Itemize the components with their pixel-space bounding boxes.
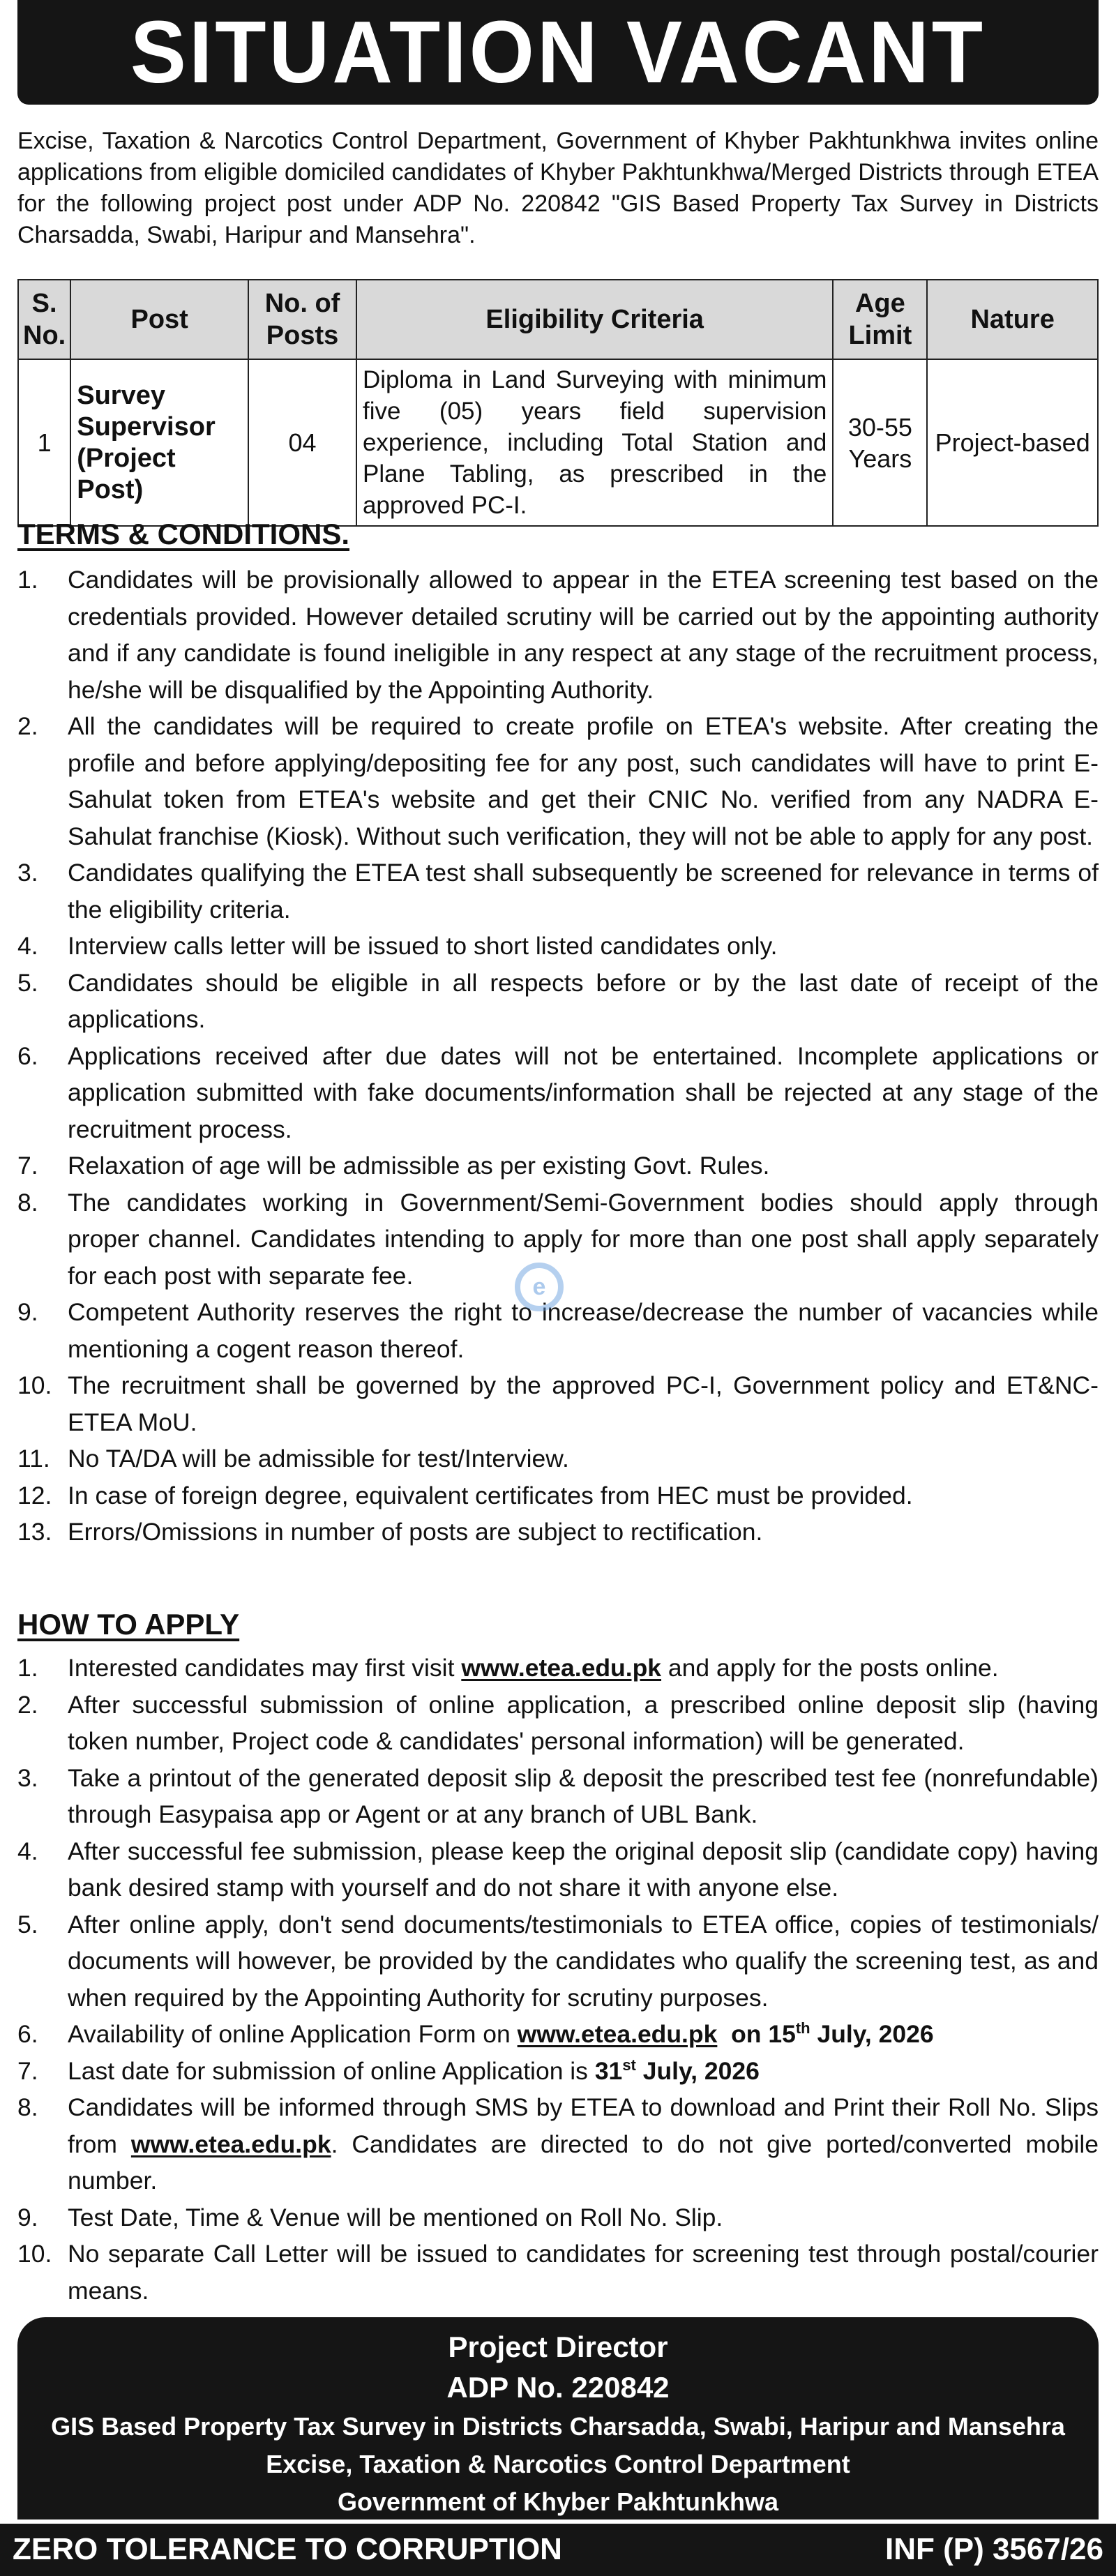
footer-slogan: ZERO TOLERANCE TO CORRUPTION: [13, 2532, 562, 2566]
header-no-of-posts: No. of Posts: [248, 280, 356, 359]
cell-age-limit: 30-55 Years: [833, 359, 927, 526]
terms-heading: TERMS & CONDITIONS.: [17, 518, 350, 550]
list-item: 8. Candidates will be informed through SMS by ETEA to download and Print their Roll No. Slips from www.etea.edu.pk. Candidates are directed to do not give ported/converted mobile number.: [17, 2093, 1099, 2194]
project-name: GIS Based Property Tax Survey in Districts Charsadda, Swabi, Haripur and Mansehra: [51, 2412, 1065, 2441]
list-item: 1. Candidates will be provisionally allowed to appear in the ETEA screening test based on the credentials provided. However detailed scrutiny will be carried out by the appointing authority and if any candidate is found ineligible in any respect at any stage of the recruitment process, he/she will be disqualified by the Appointing Authority.: [17, 566, 1099, 704]
list-item: 5. After online apply, don't send documents/testimonials to ETEA office, copies of testimonials/ documents will however, be provided by the candidates who qualify the screening test, as and when required by the Appointing Authority for scrutiny purposes.: [17, 1910, 1099, 2012]
list-item: 10. No separate Call Letter will be issued to candidates for screening test through postal/courier means.: [17, 2240, 1099, 2305]
cell-nature: Project-based: [927, 359, 1098, 526]
list-item: 5. Candidates should be eligible in all respects before or by the last date of receipt of the applications.: [17, 968, 1099, 1033]
list-item: 11. No TA/DA will be admissible for test/Interview.: [17, 1445, 569, 1472]
footer-bar: [0, 2524, 1116, 2576]
signatory-title: Project Director: [448, 2330, 668, 2363]
header-post: Post: [70, 280, 248, 359]
watermark-logo: e: [515, 1263, 564, 1311]
list-item: 6. Availability of online Application Form on www.etea.edu.pk on 15th July, 2026: [17, 2019, 934, 2048]
list-item: 3. Take a printout of the generated deposit slip & deposit the prescribed test fee (nonrefundable) through Easypaisa app or Agent or at any branch of UBL Bank.: [17, 1763, 1099, 1828]
table-header-row: [18, 280, 1098, 359]
list-item: 1. Interested candidates may first visit www.etea.edu.pk and apply for the posts online.: [17, 1654, 999, 1682]
list-item: 6. Applications received after due dates will not be entertained. Incomplete applications or application submitted with fake documents/information shall be rejected at any stage of the recruitment process.: [17, 1041, 1099, 1143]
list-item: 9. Competent Authority reserves the right to increase/decrease the number of vacancies while mentioning a cogent reason thereof.: [17, 1298, 1099, 1363]
terms-list: [17, 562, 1099, 1551]
page-title: SITUATION VACANT: [130, 3, 986, 102]
header-age-limit: Age Limit: [833, 280, 927, 359]
list-item: 10. The recruitment shall be governed by the approved PC-I, Government policy and ET&NC-ETEA MoU.: [17, 1371, 1099, 1436]
cell-no-of-posts: 04: [248, 359, 356, 526]
how-to-apply-heading: HOW TO APPLY: [17, 1608, 240, 1641]
cell-eligibility: Diploma in Land Surveying with minimum five (05) years field supervision experience, including Total Station and Plane Tabling, as prescribed in the approved PC-I.: [356, 359, 833, 526]
list-item: 3. Candidates qualifying the ETEA test shall subsequently be screened for relevance in terms of the eligibility criteria.: [17, 859, 1099, 924]
list-item: 13. Errors/Omissions in number of posts are subject to rectification.: [17, 1518, 763, 1546]
availability-date: on 15th July, 2026: [731, 2019, 934, 2048]
list-item: 2. All the candidates will be required to create profile on ETEA's website. After creating the profile and before applying/depositing fee for any post, such candidates will have to print E-Sahulat token from ETEA's website and get their CNIC No. verified from any NADRA E-Sahulat franchise (Kiosk). Without such verification, they will not be able to apply for any post.: [17, 712, 1099, 850]
etea-website-link[interactable]: www.etea.edu.pk: [517, 2020, 718, 2048]
header-eligibility: Eligibility Criteria: [356, 280, 833, 359]
intro-paragraph: Excise, Taxation & Narcotics Control Department, Government of Khyber Pakhtunkhwa invites online applications from eligible domiciled candidates of Khyber Pakhtunkhwa/Merged Districts through ETEA for the following project post under ADP No. 220842 "GIS Based Property Tax Survey in Districts Charsadda, Swabi, Haripur and Mansehra".: [17, 128, 1099, 248]
list-item: 7. Relaxation of age will be admissible as per existing Govt. Rules.: [17, 1152, 770, 1180]
how-to-apply-list: [17, 1650, 1099, 2309]
list-item: 9. Test Date, Time & Venue will be mentioned on Roll No. Slip.: [17, 2203, 723, 2231]
government-name: Government of Khyber Pakhtunkhwa: [337, 2487, 779, 2516]
list-item: 7. Last date for submission of online Application is 31st July, 2026: [17, 2056, 760, 2085]
list-item: 4. Interview calls letter will be issued to short listed candidates only.: [17, 932, 778, 960]
list-item: 8. The candidates working in Government/Semi-Government bodies should apply through proper channel. Candidates intending to apply for more than one post shall apply separately for each post with separate fee.: [17, 1188, 1099, 1290]
footer-inf-number: INF (P) 3567/26: [884, 2532, 1103, 2566]
cell-post: Survey Supervisor (Project Post): [70, 359, 248, 526]
etea-website-link[interactable]: www.etea.edu.pk: [130, 2130, 331, 2158]
signature-block: [17, 2317, 1099, 2519]
cell-sno: 1: [18, 359, 70, 526]
etea-website-link[interactable]: www.etea.edu.pk: [461, 1654, 662, 1682]
header-nature: Nature: [927, 280, 1098, 359]
title-banner: [17, 0, 1099, 105]
header-sno: S. No.: [18, 280, 70, 359]
posts-table: [17, 279, 1099, 527]
list-item: 12. In case of foreign degree, equivalent certificates from HEC must be provided.: [17, 1481, 913, 1509]
adp-number: ADP No. 220842: [446, 2371, 670, 2404]
last-date: 31st July, 2026: [594, 2056, 760, 2085]
list-item: 4. After successful fee submission, please keep the original deposit slip (candidate copy) having bank desired stamp with yourself and do not share it with anyone else.: [17, 1837, 1099, 1901]
list-item: 2. After successful submission of online application, a prescribed online deposit slip (having token number, Project code & candidates' personal information) will be generated.: [17, 1690, 1099, 1755]
department-name: Excise, Taxation & Narcotics Control Department: [266, 2450, 850, 2478]
table-row: [18, 359, 1098, 526]
